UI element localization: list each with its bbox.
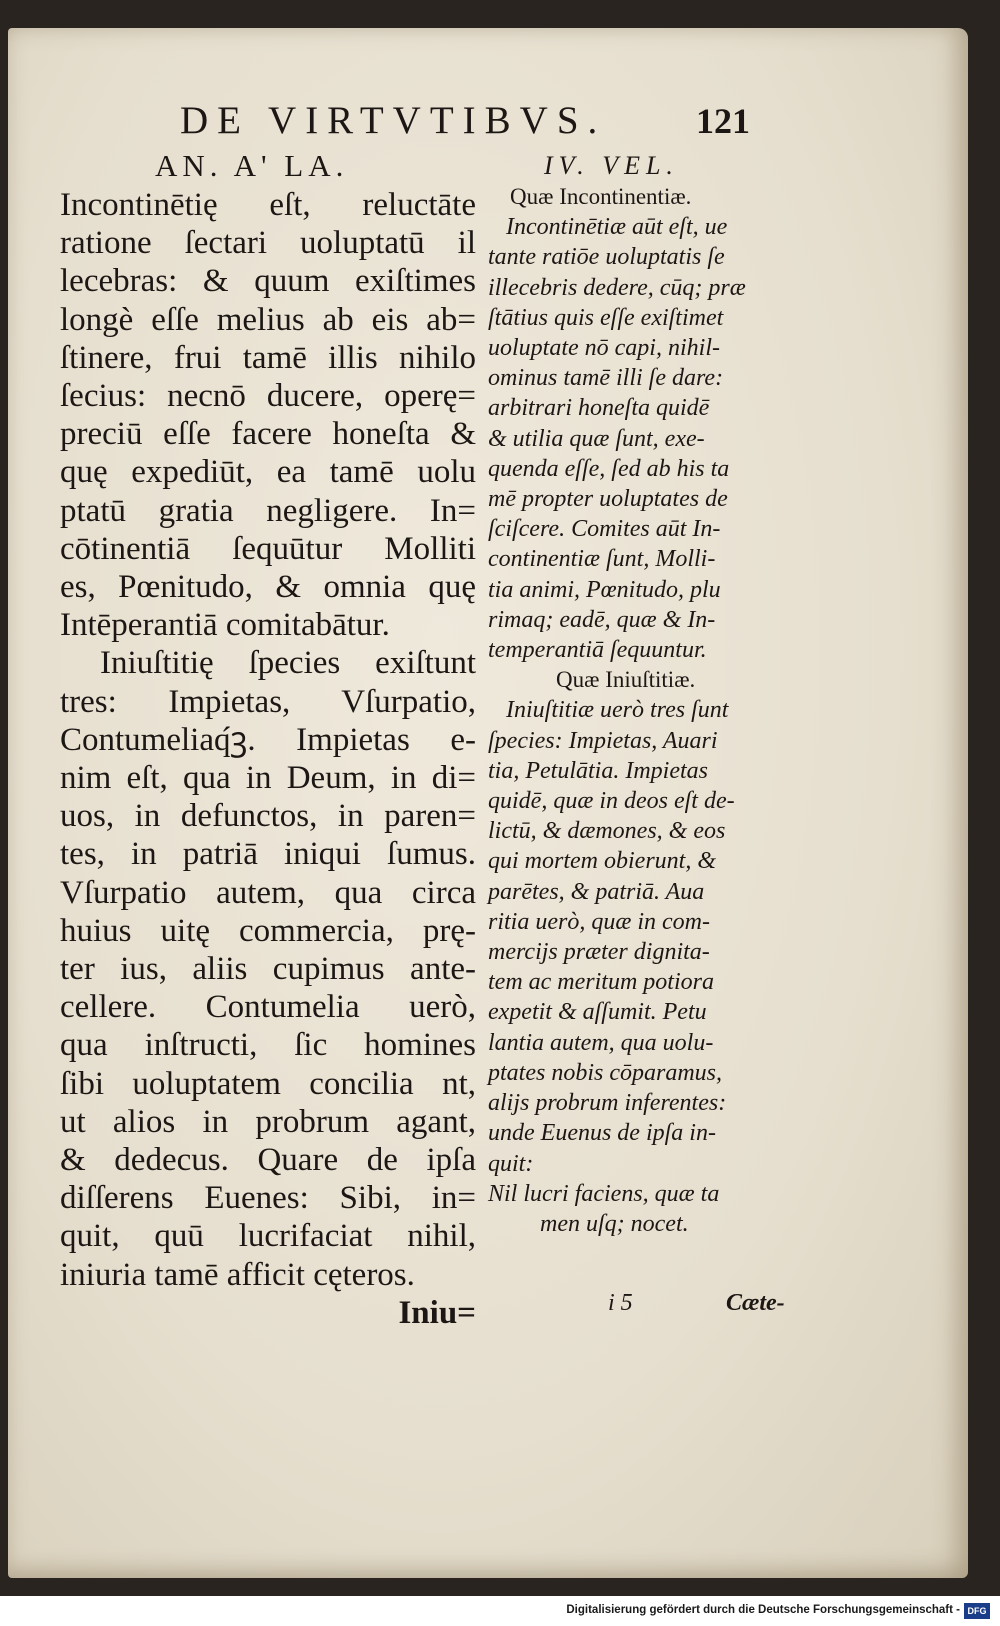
text-line: ut alios in probrum agant, <box>60 1103 476 1140</box>
text-line: preciū eſſe facere honeſta & <box>60 416 476 453</box>
right-column-translation <box>488 150 760 1239</box>
digitization-footer <box>0 1600 1000 1626</box>
text-line: longè eſſe melius ab eis ab= <box>60 301 476 338</box>
text-line: ſciſcere. Comites aūt In- <box>488 516 721 543</box>
left-column-greek-translation <box>60 146 476 1332</box>
text-line: Iniuſtitiæ uerò tres ſunt <box>506 697 729 724</box>
text-line: temperantiā ſequuntur. <box>488 637 707 664</box>
text-line: quenda eſſe, ſed ab his ta <box>488 455 730 482</box>
footer-credit: Digitalisierung gefördert durch die Deutsche Forschungsgemeinschaft - <box>566 1604 960 1616</box>
text-line: uos, in defunctos, in paren= <box>60 798 476 835</box>
text-line: tres: Impietas, Vſurpatio, <box>60 683 476 720</box>
text-line: Nil lucri faciens, quæ ta <box>488 1180 720 1207</box>
text-line: ſpecies: Impietas, Auari <box>488 727 718 754</box>
text-line: unde Euenus de ipſa in- <box>488 1120 716 1147</box>
right-column-text-1 <box>488 212 760 665</box>
section-heading-incontinence: Quæ Incontinentiæ. <box>510 184 692 209</box>
text-line: quit, quū lucrifaciat nihil, <box>60 1218 476 1255</box>
dfg-logo: DFG <box>964 1603 990 1619</box>
text-line: uoluptate nō capi, nihil- <box>488 335 720 362</box>
text-line: tante ratiōe uoluptatis ſe <box>488 244 725 271</box>
left-catchword: Iniu= <box>398 1294 476 1331</box>
text-line: huius uitę commercia, prę- <box>60 912 476 949</box>
text-line: quit: <box>488 1150 534 1177</box>
text-line: lecebras: & quum exiſtimes <box>60 263 476 300</box>
left-column-heading: AN. A' LA. <box>155 148 349 183</box>
page-number: 121 <box>696 101 750 141</box>
text-line: continentiæ ſunt, Molli- <box>488 546 716 573</box>
text-line: illecebris dedere, cūq; præ <box>488 274 746 301</box>
text-line: tia, Petulātia. Impietas <box>488 757 708 784</box>
text-line: ptatū gratia negligere. In= <box>60 492 476 529</box>
text-line: es, Pœnitudo, & omnia quę <box>60 569 476 606</box>
text-line: & dedecus. Quare de ipſa <box>60 1142 476 1179</box>
text-line: Incontinētię eſt, reluctāte <box>60 187 476 223</box>
text-line: men uſq; nocet. <box>540 1210 689 1237</box>
text-line: tem ac meritum potiora <box>488 969 714 996</box>
text-line: diſſerens Euenes: Sibi, in= <box>60 1180 476 1217</box>
text-line: alijs probrum inferentes: <box>488 1090 727 1117</box>
text-line: lictū, & dæmones, & eos <box>488 818 726 845</box>
right-column-heading: IV. VEL. <box>544 151 679 180</box>
text-line: Contumeliaq́ꝫ. Impietas e- <box>60 721 476 758</box>
text-line: nim eſt, qua in Deum, in di= <box>60 760 476 797</box>
signature-mark: i 5 <box>608 1290 633 1316</box>
text-line: lantia autem, qua uolu- <box>488 1029 714 1056</box>
text-line: ſecius: necnō ducere, operę= <box>60 378 476 415</box>
text-line: ratione ſectari uoluptatū il <box>60 225 476 262</box>
text-line: ominus tamē illi ſe dare: <box>488 365 724 392</box>
text-line: Vſurpatio autem, qua circa <box>60 874 476 911</box>
text-line: arbitrari honeſta quidē <box>488 395 710 422</box>
text-line: qui mortem obierunt, & <box>488 848 716 875</box>
text-line: ter ius, aliis cupimus ante- <box>60 951 476 988</box>
text-line: ſtātius quis eſſe exiſtimet <box>488 304 724 331</box>
text-line: ritia uerò, quæ in com- <box>488 908 710 935</box>
text-line: quę expediūt, ea tamē uolu <box>60 454 476 491</box>
text-line: cōtinentiā ſequūtur Molliti <box>60 530 476 567</box>
text-line: ptates nobis cōparamus, <box>488 1059 722 1086</box>
text-line: qua inſtructi, ſic homines <box>60 1027 476 1064</box>
text-line: Intēperantiā comitabātur. <box>60 607 390 644</box>
text-line: quidē, quæ in deos eſt de- <box>488 788 735 815</box>
text-line: cellere. Contumelia uerò, <box>60 989 476 1026</box>
text-line: expetit & aſſumit. Petu <box>488 999 707 1026</box>
right-column-text-2 <box>488 695 760 1239</box>
text-line: mē propter uoluptates de <box>488 486 728 513</box>
book-page <box>8 28 968 1578</box>
text-line: tia animi, Pœnitudo, plu <box>488 576 721 603</box>
left-column-text <box>60 186 476 1294</box>
text-line: Incontinētiæ aūt eſt, ue <box>506 214 728 241</box>
text-line: tes, in patriā iniqui ſumus. <box>60 836 476 873</box>
text-line: ſtinere, frui tamē illis nihilo <box>60 339 476 376</box>
text-line: & utilia quæ ſunt, exe- <box>488 425 705 452</box>
text-line: Iniuſtitię ſpecies exiſtunt <box>100 645 476 682</box>
running-head: DE VIRTVTIBVS. <box>180 99 607 142</box>
text-line: iniuria tamē afficit cęteros. <box>60 1256 415 1293</box>
section-heading-injustice: Quæ Iniuſtitiæ. <box>556 667 696 693</box>
text-line: mercijs præter dignita- <box>488 939 710 966</box>
text-line: rimaq; eadē, quæ & In- <box>488 606 716 633</box>
text-line: ſibi uoluptatem concilia nt, <box>60 1065 476 1102</box>
right-catchword: Cæte- <box>726 1290 785 1316</box>
text-line: parētes, & patriā. Aua <box>488 878 705 905</box>
